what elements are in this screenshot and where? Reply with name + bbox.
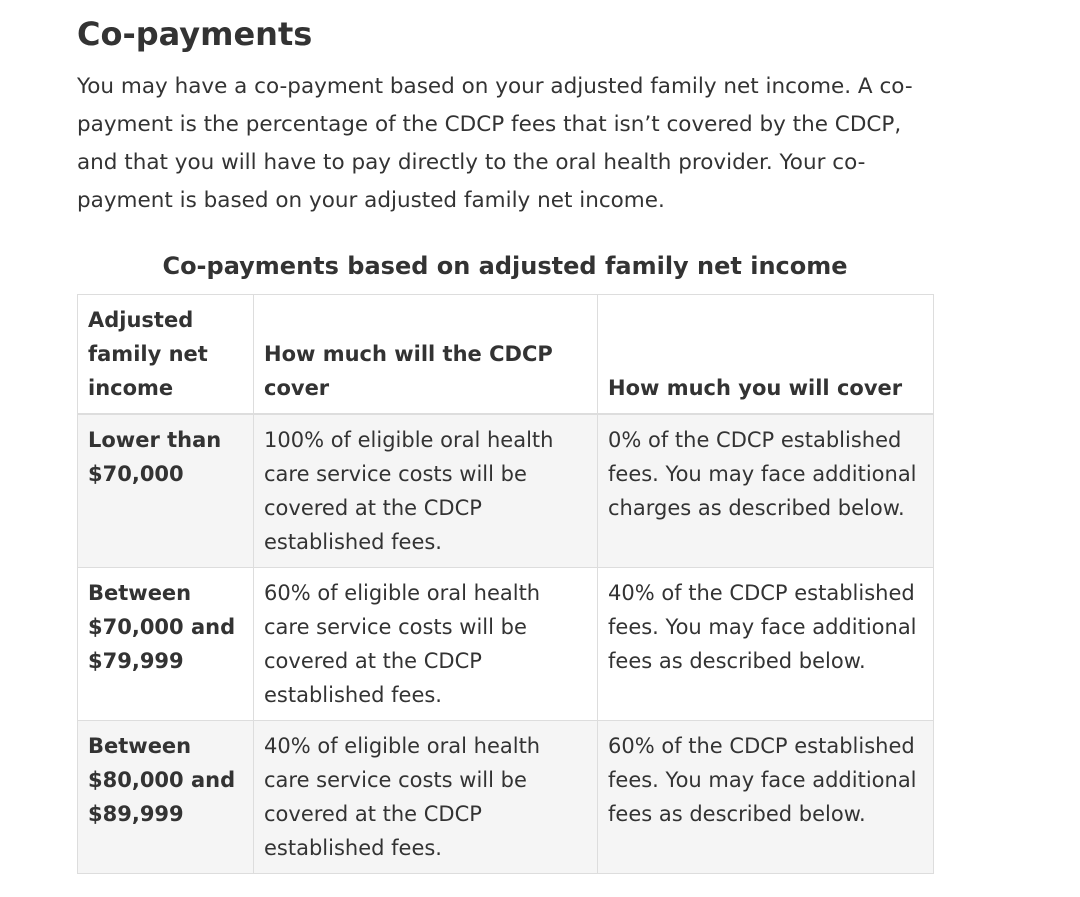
table-row	[78, 568, 934, 721]
header-row	[78, 295, 934, 415]
row-cdcp-cover: 100% of eligible oral health care service costs will be covered at the CDCP established fees.	[254, 414, 598, 568]
header-income: Adjusted family net income	[78, 295, 254, 415]
intro-paragraph: You may have a co-payment based on your adjusted family net income. A co-payment is the percentage of the CDCP fees that isn’t covered by the CDCP, and that you will have to pay directly to the oral health provider. Your co-payment is based on your adjusted family net income.	[77, 74, 913, 213]
table-body	[78, 414, 934, 874]
header-you-cover: How much you will cover	[598, 295, 934, 415]
row-income: Between $70,000 and $79,999	[78, 568, 254, 721]
table-row	[78, 414, 934, 568]
row-you-cover: 0% of the CDCP established fees. You may face additional charges as described below.	[598, 414, 934, 568]
table-header	[78, 295, 934, 415]
row-you-cover: 60% of the CDCP established fees. You may face additional fees as described below.	[598, 721, 934, 874]
header-cdcp-cover: How much will the CDCP cover	[254, 295, 598, 415]
section-heading: Co-payments	[77, 15, 313, 53]
row-you-cover: 40% of the CDCP established fees. You may face additional fees as described below.	[598, 568, 934, 721]
co-payments-section	[77, 0, 933, 874]
co-payments-table	[77, 294, 934, 874]
row-cdcp-cover: 40% of eligible oral health care service costs will be covered at the CDCP established fees.	[254, 721, 598, 874]
row-income: Between $80,000 and $89,999	[78, 721, 254, 874]
row-cdcp-cover: 60% of eligible oral health care service costs will be covered at the CDCP established fees.	[254, 568, 598, 721]
table-caption: Co-payments based on adjusted family net income	[162, 252, 848, 280]
row-income: Lower than $70,000	[78, 414, 254, 568]
table-row	[78, 721, 934, 874]
